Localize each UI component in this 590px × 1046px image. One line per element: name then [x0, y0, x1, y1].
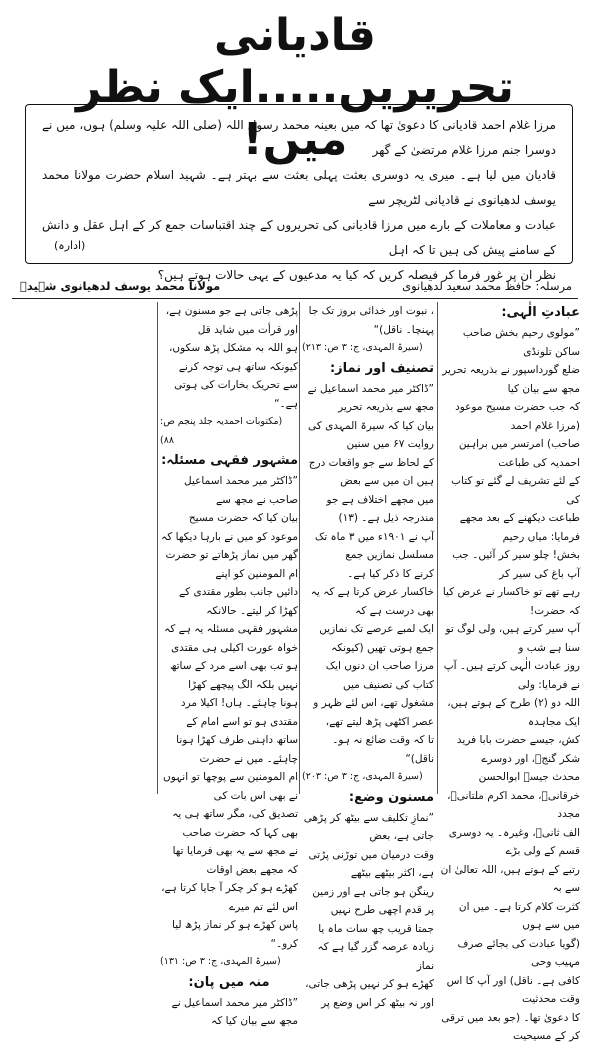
text-line: بخش! چلو سیر کر آئیں۔ جب آپ باغ کی سیر کر — [452, 549, 580, 580]
text-line: (گویا عبادت کی بجائے صرف مہیب وحی — [457, 937, 580, 968]
text-line: ”ڈاکٹر میر محمد اسماعیل نے مجھ سے بیان کیا کہ — [171, 996, 298, 1027]
page-title: قادیانی تحریریں.....ایک نظر میں! — [76, 10, 514, 165]
text-line: کافی ہے۔ ناقل) اور آپ کا اس وقت محدثیت — [446, 974, 580, 1005]
text-line: مشغول تھے، اس لئے ظہر و عصر اکٹھی پڑھ لیتے تھے، — [313, 697, 434, 728]
text-line: کھڑے ہو کر نہیں پڑھی جاتی، اور نہ بیٹھ کر اس وضع پر — [305, 978, 434, 1009]
section-heading: منہ میں پان: — [188, 974, 270, 990]
article-column-4 — [12, 302, 154, 794]
text-line: صاحب) امرتسر میں براہین احمدیہ کی طباعت — [458, 438, 580, 469]
text-line: خاکسار عرض کرتا ہے کہ یہ بھی درست ہے کہ — [310, 586, 434, 617]
text-line: ہو تب بھی اسے مرد کے ساتھ نہیں بلکہ الگ پیچھے کھڑا — [169, 660, 298, 691]
intro-line: عبادت و معاملات کے بارے میں مرزا قادیانی کی تحریروں کے چند اقتباسات جمع کر کے اہل عقل و دانش کے سامنے پیش کی ہیں تا کہ اہل — [42, 218, 556, 257]
citation: (سیرۃ المہدی، ج: ۳ ص: ۲۰۳) — [302, 771, 423, 782]
citation: (سیرۃ المہدی، ج: ۳ ص: ۱۳۱) — [160, 956, 281, 967]
text-line: بیان کیا کہ سیرۃ المہدی کی روایت ۶۷ میں سنین — [308, 419, 434, 450]
text-line: کا دعویٰ تھا۔ (جو بعد میں ترقی کر کے مسیحیت — [441, 1011, 580, 1042]
text-line: ایک لمبے عرصے تک نمازیں جمع ہوتی تھیں (کیونکہ — [319, 623, 434, 654]
text-line: ”مولوی رحیم بخش صاحب ساکن تلونڈی — [462, 327, 580, 358]
article-column-2 — [302, 302, 434, 1009]
text-line: ”ڈاکٹر میر محمد اسماعیل نے مجھ سے بذریعہ تحریر — [307, 382, 434, 413]
text-line: جمتا قریب چھ سات ماہ یا زیادہ عرصہ گزر گیا ہے کہ نماز — [317, 922, 434, 972]
text-line: سے تحریک بخارات کی ہوتی ہے۔“ — [174, 379, 298, 410]
text-line: رتبے کے ہوتے ہیں، اللہ تعالیٰ ان سے بہ — [440, 863, 580, 894]
text-line: بیان کیا کہ حضرت مسیح موعود کو میں نے بارہا دیکھا کہ — [161, 512, 298, 543]
intro-line: نظر ان پر غور فرما کر فیصلہ کریں کہ کیا یہ مدعیوں کے یہی حالات ہوتے ہیں؟ — [157, 268, 556, 282]
text-line: پڑھی جاتی ہے جو مسنون ہے، اور قرأت میں شاید قل — [165, 305, 298, 336]
text-line: آپ سیر کرتے ہیں، ولی لوگ تو سنا ہے شب و — [445, 623, 580, 654]
text-line: ضلع گورداسپور نے بذریعہ تحریر مجھ سے بیان کیا — [442, 364, 580, 395]
text-line: کرنے کا ذکر کیا ہے۔ — [347, 567, 434, 580]
article-column-1 — [440, 302, 580, 1042]
text-line: دائیں جانب بطور مقتدی کے کھڑا کر لیتے۔ حالانکہ — [179, 586, 298, 617]
text-line: مشہور فقہی مسئلہ یہ ہے کہ خواہ عورت اکیلی ہی مقتدی — [164, 623, 298, 654]
sender-byline: مرسلہ: حافظ محمد سعید لدھیانوی — [402, 279, 572, 293]
bylines — [20, 274, 580, 298]
text-line: ساتھ داہنی طرف کھڑا ہونا چاہئے۔ میں نے حضرت — [176, 734, 298, 765]
text-line: تا کہ وقت ضائع نہ ہو۔ ناقل)“ — [332, 734, 434, 765]
section-heading: عبادتِ الٰہی: — [501, 305, 580, 320]
text-line: گھر میں نماز پڑھاتے تو حضرت ام المومنین کو اپنے — [165, 549, 298, 580]
text-line: کش، جیسے حضرت بابا فرید شکر گنجؒ، اور دوسرے — [456, 734, 580, 765]
text-line: ”ڈاکٹر میر محمد اسماعیل صاحب نے مجھ سے — [184, 475, 298, 506]
section-heading: مشہور فقہی مسئلہ: — [161, 453, 298, 468]
section-heading: تصنیف اور نماز: — [329, 360, 434, 376]
text-line: ، نبوت اور خدائی بروز تک جا پہنچا۔ ناقل)“ — [308, 305, 434, 336]
text-line: ہو اللہ بہ مشکل پڑھ سکوں، کیونکہ ساتھ ہی توجہ کرنے — [169, 342, 298, 373]
text-line: رہے تھے تو خاکسار نے عرض کیا کہ حضرت! — [442, 586, 580, 617]
text-line: کے لحاظ سے جو واقعات درج ہیں ان میں سے بعض — [308, 456, 434, 487]
text-line: کثرت کلام کرتا ہے۔ میں ان میں سے ہوں — [458, 900, 580, 931]
section-heading: مسنون وضع: — [348, 789, 434, 805]
author-byline: مولانا محمد یوسف لدھیانوی شہیدؒ — [20, 279, 221, 293]
text-line: کہ جب حضرت مسیح موعود (مرزا غلام احمد — [455, 401, 580, 432]
text-line: روز عبادت الٰہی کرتے ہیں۔ آپ نے فرمایا: ولی — [443, 660, 580, 691]
text-line: مرزا صاحب ان دنوں ایک کتاب کی تصنیف میں — [325, 660, 434, 691]
text-line: تصدیق کی، مگر ساتھ ہی یہ بھی کہا کہ حضرت صاحب — [172, 808, 298, 839]
text-line: نے مجھ سے یہ بھی فرمایا تھا کہ مجھے بعض اوقات — [172, 845, 298, 876]
text-line: الف ثانیؒ، وغیرہ۔ یہ دوسری قسم کے ولی بڑے — [448, 826, 580, 857]
citation: (سیرۃ المہدی، ج: ۳ ص: ۲۱۳) — [302, 342, 423, 353]
text-line: آپ نے ۱۹۰۱ء میں ۳ ماہ تک مسلسل نمازیں جمع — [314, 530, 434, 561]
text-line: محدث جیسے ابوالحسن خرقانیؒ، محمد اکرم ملتانیؒ، مجدد — [447, 771, 580, 820]
text-line: کے لئے تشریف لے گئے تو کتاب کی — [451, 475, 580, 506]
citation: (مکتوبات احمدیہ جلد پنجم ص: ۸۸) — [160, 416, 283, 446]
text-line: رینگن ہو جاتی ہے اور زمین پر قدم اچھی طرح نہیں — [312, 885, 434, 916]
text-line: میں مجھے اختلاف ہے جو مندرجہ ذیل ہے۔ (۱۳) — [326, 493, 434, 524]
text-line: کھڑے ہو کر چکر آ جایا کرتا ہے، اس لئے تم میرے — [161, 882, 298, 913]
text-line: ہونا چاہئے۔ ہاں! اکیلا مرد مقتدی ہو تو اسے امام کے — [180, 697, 298, 728]
header-rule — [12, 298, 578, 299]
intro-signature: (ادارہ) — [54, 239, 86, 252]
intro-box — [25, 104, 573, 282]
column-divider — [157, 302, 158, 794]
text-line: ”نمازِ تکلیف سے بیٹھ کر پڑھی جاتی ہے، بعض — [303, 811, 434, 842]
text-line: پاس کھڑے ہو کر نماز پڑھ لیا کرو۔“ — [172, 919, 298, 950]
column-divider — [437, 302, 438, 794]
text-line: ام المومنین سے پوچھا تو انہوں نے بھی اس بات کی — [163, 771, 298, 802]
text-line: وقت درمیان میں توڑنی پڑتی ہے، اکثر بیٹھے بیٹھے — [308, 848, 434, 879]
intro-line: قادیان میں لیا ہے۔ میری یہ دوسری بعثت پہلی بعثت سے بہتر ہے۔ شہید اسلام حضرت مولانا محمد یوسف لدھیانوی نے قادیانی لٹریچر سے — [42, 168, 556, 207]
text-line: طباعت دیکھنے کے بعد مجھے فرمایا: میاں رحیم — [459, 512, 580, 543]
column-divider — [299, 302, 300, 794]
text-line: اللہ دو (۲) طرح کے ہوتے ہیں، ایک مجاہدہ — [447, 697, 580, 728]
intro-line: مرزا غلام احمد قادیانی کا دعویٰ تھا کہ میں بعینہ محمد رسول اللہ (صلی اللہ علیہ وسلم) ہوں، میں نے دوسرا جنم مرزا غلام مرتضیٰ کے گھر — [42, 118, 556, 157]
article-column-3 — [160, 302, 298, 1027]
